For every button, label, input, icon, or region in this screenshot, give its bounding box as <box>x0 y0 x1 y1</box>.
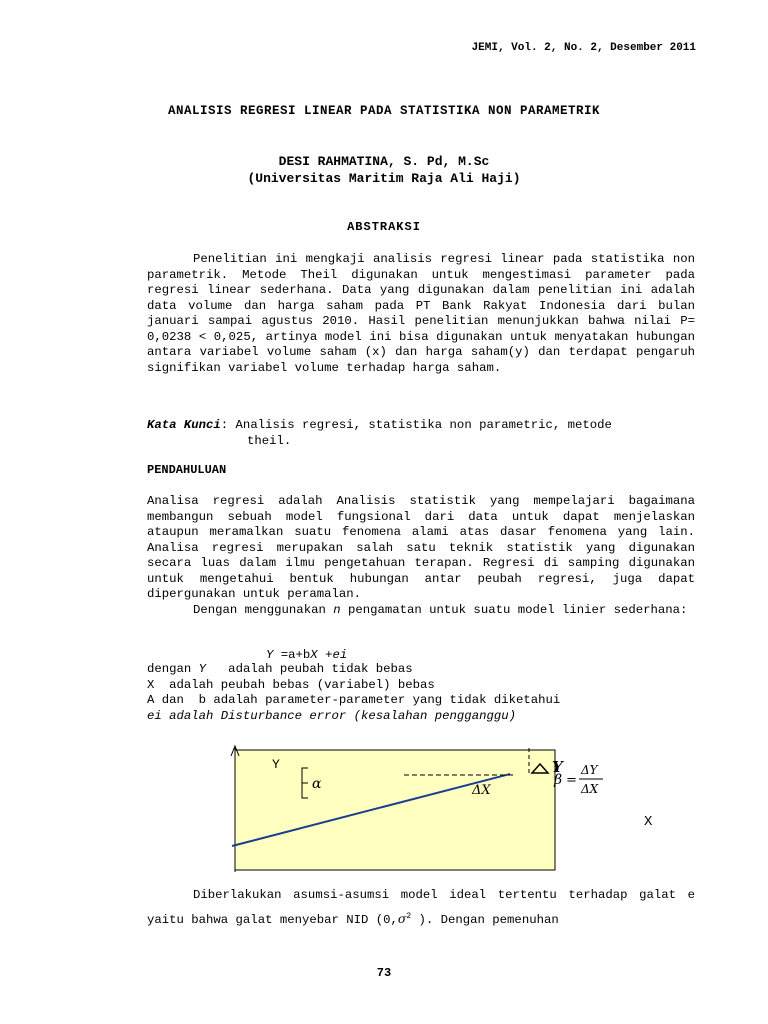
beta-symbol: β <box>554 772 563 788</box>
variable-definitions <box>147 662 707 724</box>
keywords-text: : Analisis regresi, statistika non parametric, metode <box>220 418 612 432</box>
abstract-body <box>147 252 695 376</box>
regression-diagram <box>220 744 620 874</box>
abstract-heading: ABSTRAKSI <box>347 220 421 234</box>
journal-header: JEMI, Vol. 2, No. 2, Desember 2011 <box>471 42 696 54</box>
intro-paragraph-1: Analisa regresi adalah Analisis statistik yang mempelajari bagaimana membangun sebuah model fungsional dari data untuk dapat menjelaskan ataupun meramalkan suatu fenomena alami atas dasar fenomena yang lain. Analisa regresi merupakan salah satu teknik statistik yang digunakan secara luas dalam ilmu pengetahuan terapan. Regresi di samping digunakan untuk mengetahui bentuk hubungan antar peubah regresi, juga dapat dipergunakan untuk peramalan. <box>147 494 695 601</box>
keywords <box>147 418 695 449</box>
assumption-text-a: Diberlakukan asumsi-asumsi model ideal tertentu terhadap galat e yaitu bahwa galat menyebar NID (0, <box>147 888 695 928</box>
para2-n: n <box>333 602 341 617</box>
definition-x: X adalah peubah bebas (variabel) bebas <box>147 677 435 692</box>
diagram-background <box>235 750 555 870</box>
para2-text-b: pengamatan untuk suatu model linier sederhana: <box>340 602 688 617</box>
definition-y: dengan Y adalah peubah tidak bebas <box>147 662 413 676</box>
author-affiliation: (Universitas Maritim Raja Ali Haji) <box>247 171 521 186</box>
sigma-symbol: σ <box>397 912 407 927</box>
page-number: 73 <box>376 966 392 980</box>
paper-title: ANALISIS REGRESI LINEAR PADA STATISTIKA NON PARAMETRIK <box>167 104 601 118</box>
delta-x-label: ΔX <box>472 783 491 798</box>
section-heading-intro: PENDAHULUAN <box>147 463 227 477</box>
assumption-paragraph <box>147 885 695 931</box>
keywords-text-cont: theil. <box>247 433 292 448</box>
abstract-text: Penelitian ini mengkaji analisis regresi linear pada statistika non parametrik. Metode Theil digunakan untuk mengestimasi parameter pada regresi linear sederhana. Data yang digunakan dalam penelitian ini adalah data volume dan harga saham pada PT Bank Rakyat Indonesia dari bulan januari sampai agustus 2010. Hasil penelitian menunjukkan bahwa nilai P= 0,0238 < 0,025, artinya model ini bisa digunakan untuk menyatakan hubungan antara variabel volume saham (x) dan harga saham(y) dan terdapat pengaruh signifikan variabel volume terhadap harga saham. <box>147 252 695 375</box>
formula-end: +ei <box>317 648 348 662</box>
definition-ab: A dan b adalah parameter-parameter yang tidak diketahui <box>147 693 561 707</box>
fraction-numerator: ΔY <box>581 763 598 777</box>
intro-body <box>147 494 695 618</box>
beta-equals: = <box>566 773 577 788</box>
alpha-symbol: α <box>312 776 322 792</box>
author-block <box>0 153 768 187</box>
formula-x: X <box>310 648 318 662</box>
sigma-exponent: 2 <box>406 912 412 921</box>
delta-y-label: Y <box>552 758 563 776</box>
author-name: DESI RAHMATINA, S. Pd, M.Sc <box>278 154 490 169</box>
regression-formula <box>266 648 347 662</box>
diagram-x-label: X <box>644 814 653 830</box>
para2-text-a: Dengan menggunakan <box>193 602 334 617</box>
assumption-text-b: ). Dengan pemenuhan <box>411 913 559 928</box>
intro-paragraph-2 <box>147 603 695 619</box>
formula-mid: =a+b <box>273 648 311 662</box>
definition-ei: ei adalah Disturbance error (kesalahan pengganggu) <box>147 708 516 723</box>
fraction-denominator: ΔX <box>581 782 599 796</box>
formula-y: Y <box>266 648 274 662</box>
diagram-y-label: Y <box>272 757 280 772</box>
keywords-label: Kata Kunci <box>147 418 221 432</box>
